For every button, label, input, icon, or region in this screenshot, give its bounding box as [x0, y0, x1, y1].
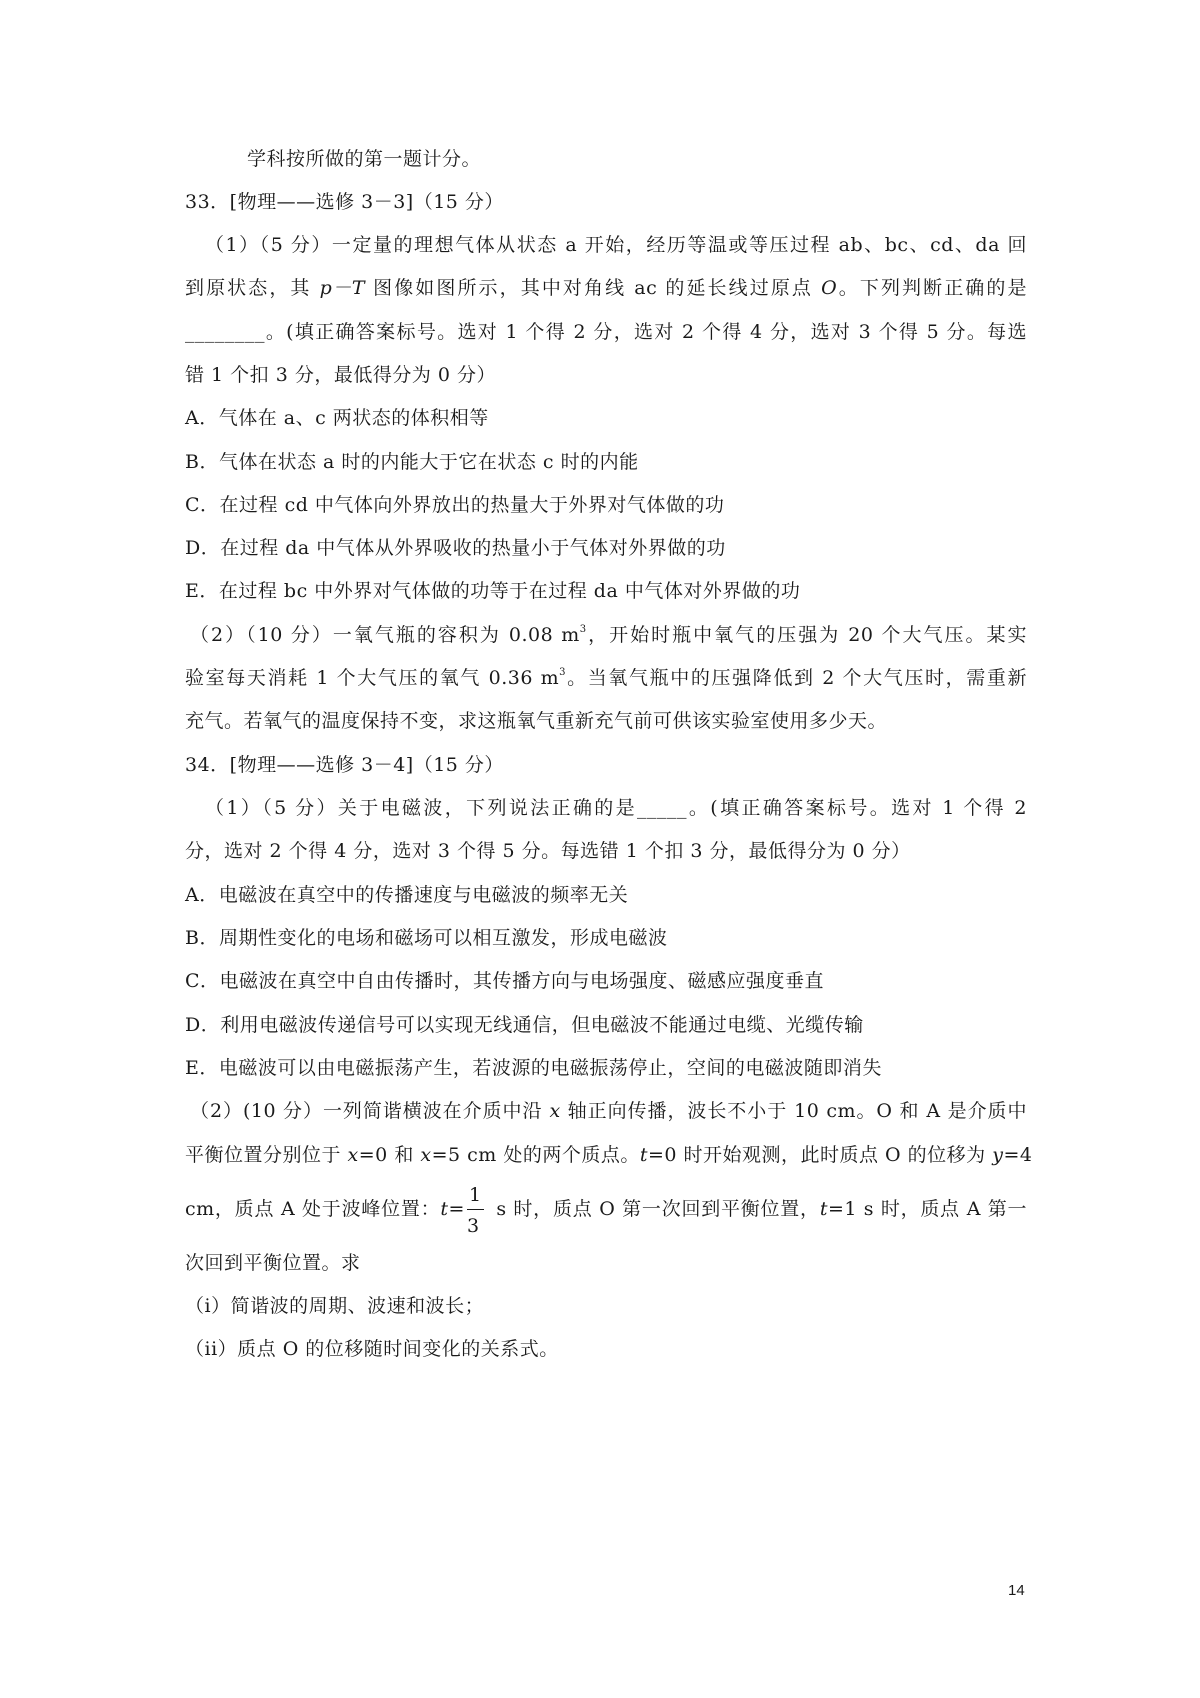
q34-part1-line1: （1）（5 分）关于电磁波，下列说法正确的是_____。(填正确答案标号。选对 1 个得 2 [205, 797, 1027, 819]
q33-part1-line4: 错 1 个扣 3 分，最低得分为 0 分） [185, 364, 497, 386]
q34-option-c: C．电磁波在真空中自由传播时，其传播方向与电场强度、磁感应强度垂直 [185, 970, 825, 992]
q33-option-e: E．在过程 bc 中外界对气体做的功等于在过程 da 中气体对外界做的功 [185, 580, 801, 602]
question-34-heading: 34．[物理——选修 3－4]（15 分） [185, 754, 504, 776]
q34-part2-line3: cm，质点 A 处于波峰位置：t= $\frac{1}{3}$ s 时，质点 O 第一次回到平衡位置，t=1 s 时，质点 A 第一 [185, 1183, 1027, 1237]
q34-subquestion-ii: （ii）质点 O 的位移随时间变化的关系式。 [185, 1338, 559, 1360]
fraction-denominator: 3 [466, 1214, 480, 1237]
q33-part2-line1: （2）（10 分）一氧气瓶的容积为 0.08 $m^3$，开始时瓶中氧气的压强为 20 个大气压。某实 [190, 624, 1027, 646]
question-33-heading: 33．[物理——选修 3－3]（15 分） [185, 191, 504, 213]
q33-part1-line1: （1）（5 分）一定量的理想气体从状态 a 开始，经历等温或等压过程 ab、bc、cd、da 回 [205, 234, 1027, 256]
q33-part1-line2: 到原状态，其 p－T 图像如图所示，其中对角线 ac 的延长线过原点 O。下列判断正确的是 [185, 277, 1027, 299]
q34-part2-line2: 平衡位置分别位于 x=0 和 x=5 cm 处的两个质点。t=0 时开始观测，此时质点 O 的位移为 y=4 [185, 1144, 1033, 1166]
continuation-line: 学科按所做的第一题计分。 [247, 148, 482, 170]
page-number: 14 [1008, 1582, 1025, 1599]
q33-option-d: D．在过程 da 中气体从外界吸收的热量小于气体对外界做的功 [185, 537, 726, 559]
fraction-one-third [467, 1183, 484, 1238]
fraction-numerator: 1 [467, 1183, 484, 1210]
q33-option-b: B．气体在状态 a 时的内能大于它在状态 c 时的内能 [185, 451, 639, 473]
q34-option-e: E．电磁波可以由电磁振荡产生，若波源的电磁振荡停止，空间的电磁波随即消失 [185, 1057, 882, 1079]
q34-part2-line4: 次回到平衡位置。求 [185, 1252, 361, 1274]
q33-option-a: A．气体在 a、c 两状态的体积相等 [185, 407, 489, 429]
q33-part1-line3: ________。(填正确答案标号。选对 1 个得 2 分，选对 2 个得 4 分，选对 3 个得 5 分。每选 [185, 321, 1027, 343]
q33-option-c: C．在过程 cd 中气体向外界放出的热量大于外界对气体做的功 [185, 494, 725, 516]
q34-subquestion-i: （i）简谐波的周期、波速和波长； [185, 1295, 485, 1317]
q34-option-a: A．电磁波在真空中的传播速度与电磁波的频率无关 [185, 884, 629, 906]
q34-part2-line1: （2）(10 分）一列简谐横波在介质中沿 x 轴正向传播，波长不小于 10 cm。O 和 A 是介质中 [190, 1100, 1027, 1122]
q34-part1-line2: 分，选对 2 个得 4 分，选对 3 个得 5 分。每选错 1 个扣 3 分，最低得分为 0 分） [185, 840, 911, 862]
q33-part2-line2: 验室每天消耗 1 个大气压的氧气 0.36 $m^3$。当氧气瓶中的压强降低到 2 个大气压时，需重新 [185, 667, 1027, 689]
q33-part2-line3: 充气。若氧气的温度保持不变，求这瓶氧气重新充气前可供该实验室使用多少天。 [185, 710, 888, 732]
q34-option-b: B．周期性变化的电场和磁场可以相互激发，形成电磁波 [185, 927, 668, 949]
q34-option-d: D．利用电磁波传递信号可以实现无线通信，但电磁波不能通过电缆、光缆传输 [185, 1014, 864, 1036]
